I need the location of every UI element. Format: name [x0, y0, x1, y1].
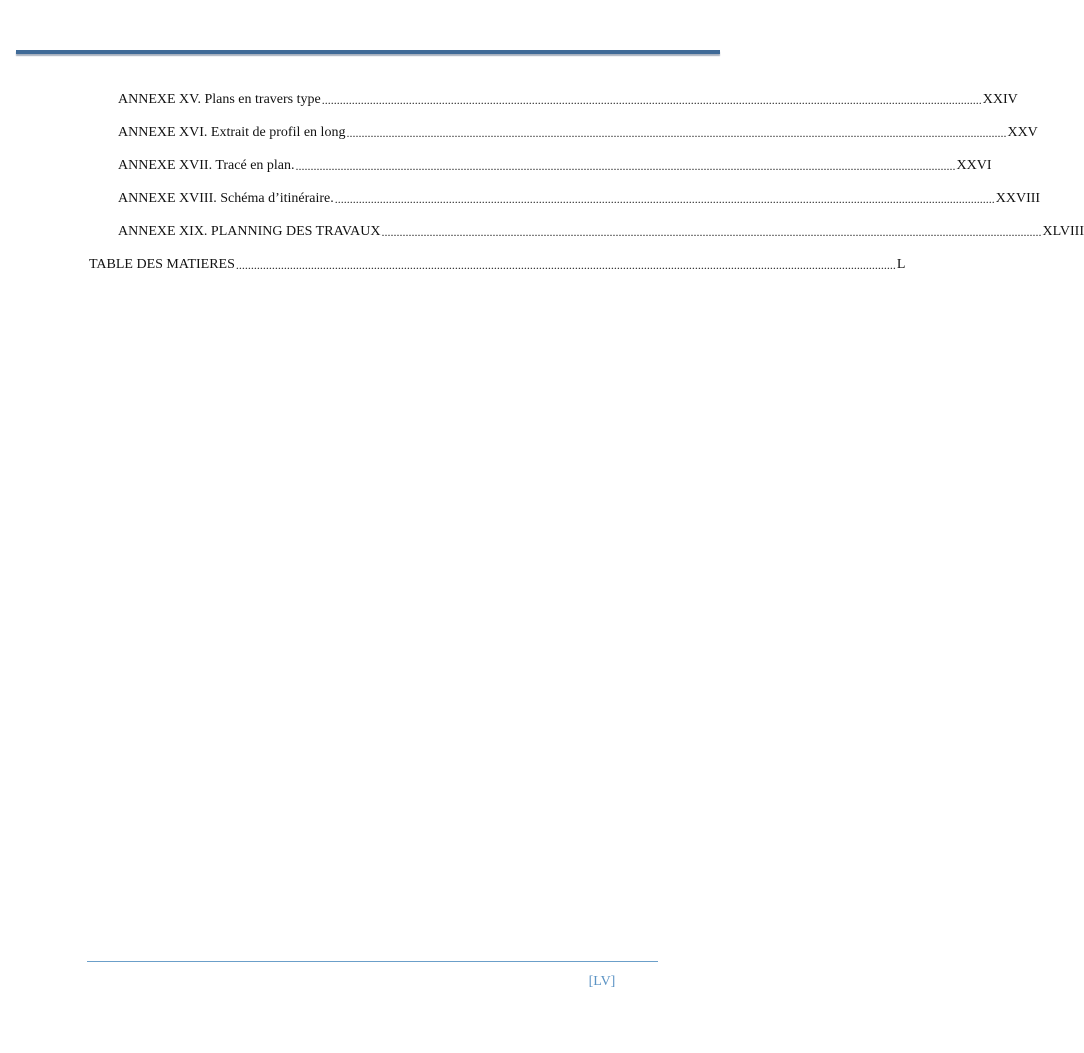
toc-entry-annexe-xvi[interactable]: [118, 121, 1038, 141]
toc-entry-page: L: [896, 257, 906, 272]
toc-entry-label: ANNEXE XIX. PLANNING DES TRAVAUX: [118, 224, 381, 239]
toc-entry-page: XLVIII: [1042, 224, 1084, 239]
toc-entry-label: ANNEXE XVIII. Schéma d’itinéraire.: [118, 191, 334, 206]
toc-entry-page: XXV: [1007, 125, 1038, 140]
toc-entry-label: ANNEXE XVII. Tracé en plan.: [118, 158, 295, 173]
toc-leader-dots: ............................................................................................................................................................................................................................: [346, 126, 1007, 140]
toc-leader-dots: ............................................................................................................................................................................................................................: [321, 93, 982, 107]
toc-entry-label: ANNEXE XVI. Extrait de profil en long: [118, 125, 346, 140]
toc-entry-label: TABLE DES MATIERES: [89, 257, 235, 272]
toc-leader-dots: ............................................................................................................................................................................................................................: [334, 192, 995, 206]
toc-entry-page: XXIV: [982, 92, 1018, 107]
toc-entry-page: XXVIII: [995, 191, 1041, 206]
page-number: [LV]: [588, 974, 616, 989]
toc-leader-dots: ............................................................................................................................................................................................................................: [235, 258, 896, 272]
toc-entry-annexe-xvii[interactable]: [118, 154, 992, 174]
toc-leader-dots: ............................................................................................................................................................................................................................: [295, 159, 956, 173]
toc-leader-dots: ............................................................................................................................................................................................................................: [381, 225, 1042, 239]
toc-entry-annexe-xv[interactable]: [118, 88, 1018, 108]
toc-entry-annexe-xix[interactable]: [118, 220, 1084, 240]
toc-entry-page: XXVI: [956, 158, 992, 173]
header-rule: [16, 50, 720, 54]
toc-entry-label: ANNEXE XV. Plans en travers type: [118, 92, 321, 107]
footer-rule: [87, 961, 658, 962]
toc-entry-annexe-xviii[interactable]: [118, 187, 1041, 207]
toc-entry-table-des-matieres[interactable]: [89, 253, 906, 273]
